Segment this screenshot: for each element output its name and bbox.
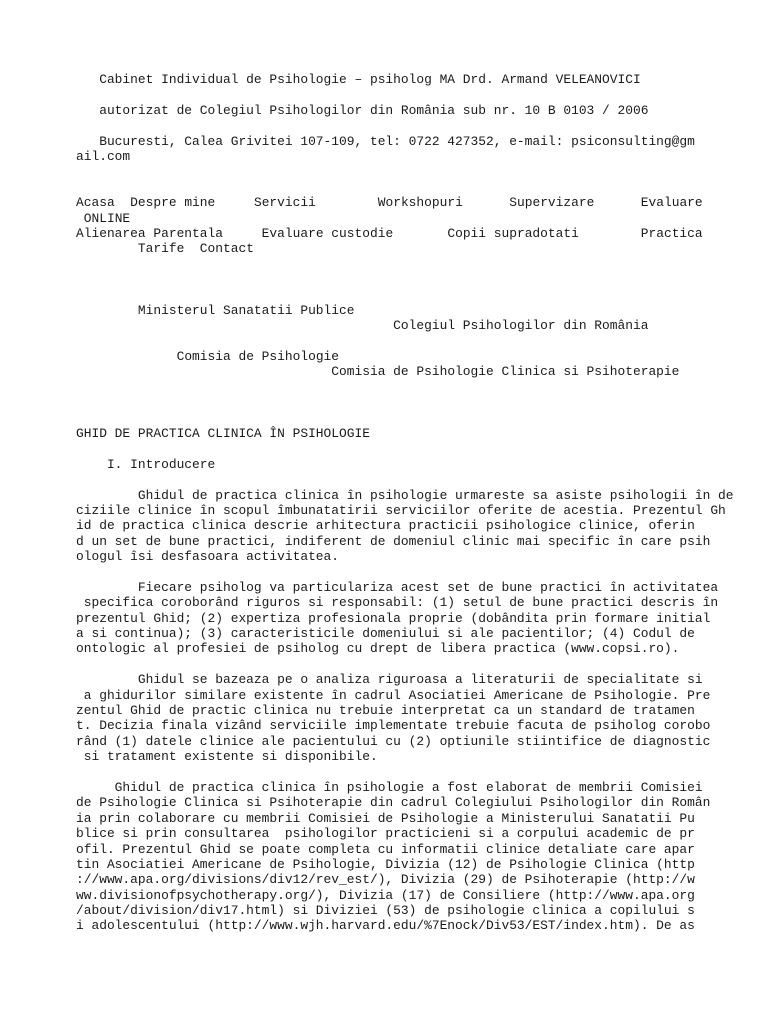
institution-colegiul: Colegiul Psihologilor din România	[393, 318, 649, 334]
nav-acasa[interactable]: Acasa	[76, 195, 115, 211]
header-address-cont: ail.com	[76, 148, 131, 164]
header-address: Bucuresti, Calea Grivitei 107-109, tel: 0722 427352, e-mail: psiconsulting@gm	[76, 133, 695, 149]
header-autorizat: autorizat de Colegiul Psihologilor din România sub nr. 10 B 0103 / 2006	[76, 102, 649, 118]
document-page	[76, 72, 734, 934]
nav-practica[interactable]: Practica	[640, 225, 703, 241]
document-title: GHID DE PRACTICA CLINICA ÎN PSIHOLOGIE	[76, 425, 370, 441]
nav-menu	[76, 195, 703, 257]
nav-evaluare-online[interactable]: Evaluare	[640, 195, 703, 211]
nav-despre-mine[interactable]: Despre mine	[130, 195, 216, 211]
header-cabinet: Cabinet Individual de Psihologie – psiholog MA Drd. Armand VELEANOVICI	[76, 72, 641, 87]
institution-ministerul: Ministerul Sanatatii Publice	[137, 302, 355, 318]
paragraph-3: Ghidul se bazeaza pe o analiza riguroasa a literaturii de specialitate si a ghidurilor similare existente în cadrul Asociatiei Americane de Psihologie. Pre zentul Ghid de practic clinica nu trebuie interpretat ca un standard de tratamen t. Decizia finala vizând serviciile implementate trebuie facuta de psiholog corobo rând (1) datele clinice ale pacientului cu (2) optiunile stiintifice de diagnostic si tratament existente si disponibile.	[76, 672, 711, 765]
nav-contact[interactable]: Contact	[199, 241, 254, 257]
nav-alienarea-parentala[interactable]: Alienarea Parentala	[76, 225, 223, 241]
institution-comisia: Comisia de Psihologie	[176, 349, 340, 365]
nav-servicii[interactable]: Servicii	[253, 195, 316, 211]
nav-evaluare-custodie[interactable]: Evaluare custodie	[261, 225, 394, 241]
nav-copii-supradotati[interactable]: Copii supradotati	[447, 225, 579, 241]
paragraph-1: Ghidul de practica clinica în psihologie urmareste sa asiste psihologii în de ciziile clinice în scopul îmbunatatirii serviciilor oferite de acestia. Prezentul Gh id de practica clinica descrie arhitectura practicii psihologice clinice, oferin d un set de bune practici, indiferent de domeniul clinic mai specific în care psih ologul îsi desfasoara activitatea.	[76, 487, 734, 565]
nav-supervizare[interactable]: Supervizare	[509, 195, 595, 211]
nav-workshopuri[interactable]: Workshopuri	[377, 195, 463, 211]
paragraph-2: Fiecare psiholog va particulariza acest set de bune practici în activitatea specifica coroborând riguros si responsabil: (1) setul de bune practici descris în prezentul Ghid; (2) expertiza profesionala proprie (dobândita prin formare initial a si continua); (3) caracteristicile domeniului si ale pacientilor; (4) Codul de ontologic al profesiei de psiholog cu drept de libera practica (www.copsi.ro).	[76, 579, 719, 657]
nav-tarife[interactable]: Tarife	[137, 241, 185, 257]
paragraph-4: Ghidul de practica clinica în psihologie a fost elaborat de membrii Comisiei de Psihologie Clinica si Psihoterapie din cadrul Colegiului Psihologilor din Român ia prin colaborare cu membrii Comisiei de Psihologie a Ministerului Sanatatii Pu blice si prin consultarea psihologilor practicieni si a corpului academic de pr ofil. Prezentul Ghid se poate completa cu informatii clinice detaliate care apar tin Asociatiei Americane de Psihologie, Divizia (12) de Psihologie Clinica (http ://www.apa.org/divisions/div12/rev_est/), Divizia (29) de Psihoterapie (http://w ww.divisionofpsychotherapy.org/), Divizia (17) de Consiliere (http://www.apa.org /about/division/div17.html) si Diviziei (53) de psihologie clinica a copilului s i adolescentului (http://www.wjh.harvard.edu/%7Enock/Div53/EST/index.htm). De as	[76, 779, 711, 934]
section-heading: I. Introducere	[76, 456, 216, 472]
nav-evaluare-online-cont[interactable]: ONLINE	[83, 210, 131, 226]
institution-comisia-clinica: Comisia de Psihologie Clinica si Psihoterapie	[331, 364, 680, 380]
